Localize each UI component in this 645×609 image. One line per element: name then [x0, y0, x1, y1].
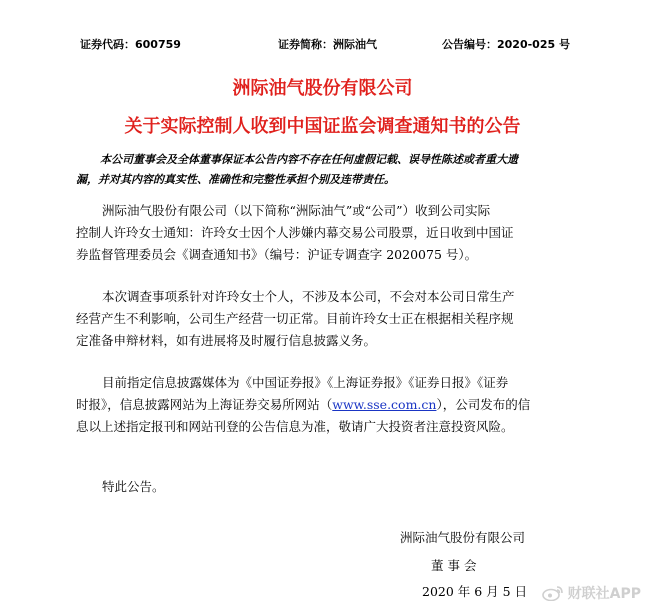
paragraph-line: 息以上述指定报刊和网站刊登的公告信息为准，敬请广大投资者注意投资风险。	[76, 419, 514, 434]
paragraph-line: 目前指定信息披露媒体为《中国证券报》《上海证券报》《证券日报》《证券	[102, 375, 509, 390]
paragraph-disclosure	[76, 372, 576, 438]
announcement-title: 关于实际控制人收到中国证监会调查通知书的公告	[124, 116, 521, 137]
announcement-number: 公告编号：2020-025 号	[442, 38, 570, 51]
paragraph-line: 券监督管理委员会《调查通知书》（编号：沪证专调查字 2020075 号）。	[76, 247, 478, 262]
paragraph-line: 定准备申辩材料，如有进展将及时履行信息披露义务。	[76, 333, 377, 348]
announcement-header	[0, 32, 645, 52]
paragraph-line: 本次调查事项系针对许玲女士个人，不涉及本公司，不会对本公司日常生产	[102, 289, 515, 304]
paragraph-closing	[76, 476, 576, 498]
declaration-line: 本公司董事会及全体董事保证本公告内容不存在任何虚假记载、误导性陈述或者重大遗	[100, 153, 518, 166]
weibo-icon	[542, 585, 564, 601]
signature-date: 2020 年 6 月 5 日	[422, 584, 528, 599]
sse-website-link[interactable]: www.sse.com.cn	[332, 397, 437, 412]
paragraph-text: 时报》，信息披露网站为上海证券交易所网站（	[76, 397, 333, 412]
paragraph-notice	[76, 200, 576, 266]
paragraph-line: 洲际油气股份有限公司（以下简称“洲际油气”或“公司”）收到公司实际	[102, 203, 491, 218]
watermark-text: 财联社APP	[567, 586, 641, 602]
board-declaration	[76, 150, 576, 190]
paragraph-line: 经营产生不利影响，公司生产经营一切正常。目前许玲女士正在根据相关程序规	[76, 311, 514, 326]
paragraph-line	[76, 394, 576, 416]
declaration-line: 漏，并对其内容的真实性、准确性和完整性承担个别及连带责任。	[76, 173, 395, 186]
closing-line: 特此公告。	[102, 479, 165, 494]
company-title: 洲际油气股份有限公司	[232, 78, 413, 99]
paragraph-line: 控制人许玲女士通知：许玲女士因个人涉嫌内幕交易公司股票，近日收到中国证	[76, 225, 514, 240]
paragraph-impact	[76, 286, 576, 352]
signature-board: 董 事 会	[431, 558, 477, 573]
paragraph-text: ），公司发布的信	[436, 397, 531, 412]
watermark	[542, 583, 641, 603]
stock-code: 证券代码：600759	[80, 38, 181, 51]
signature-company: 洲际油气股份有限公司	[400, 530, 526, 545]
stock-abbreviation: 证券简称：洲际油气	[278, 38, 377, 51]
